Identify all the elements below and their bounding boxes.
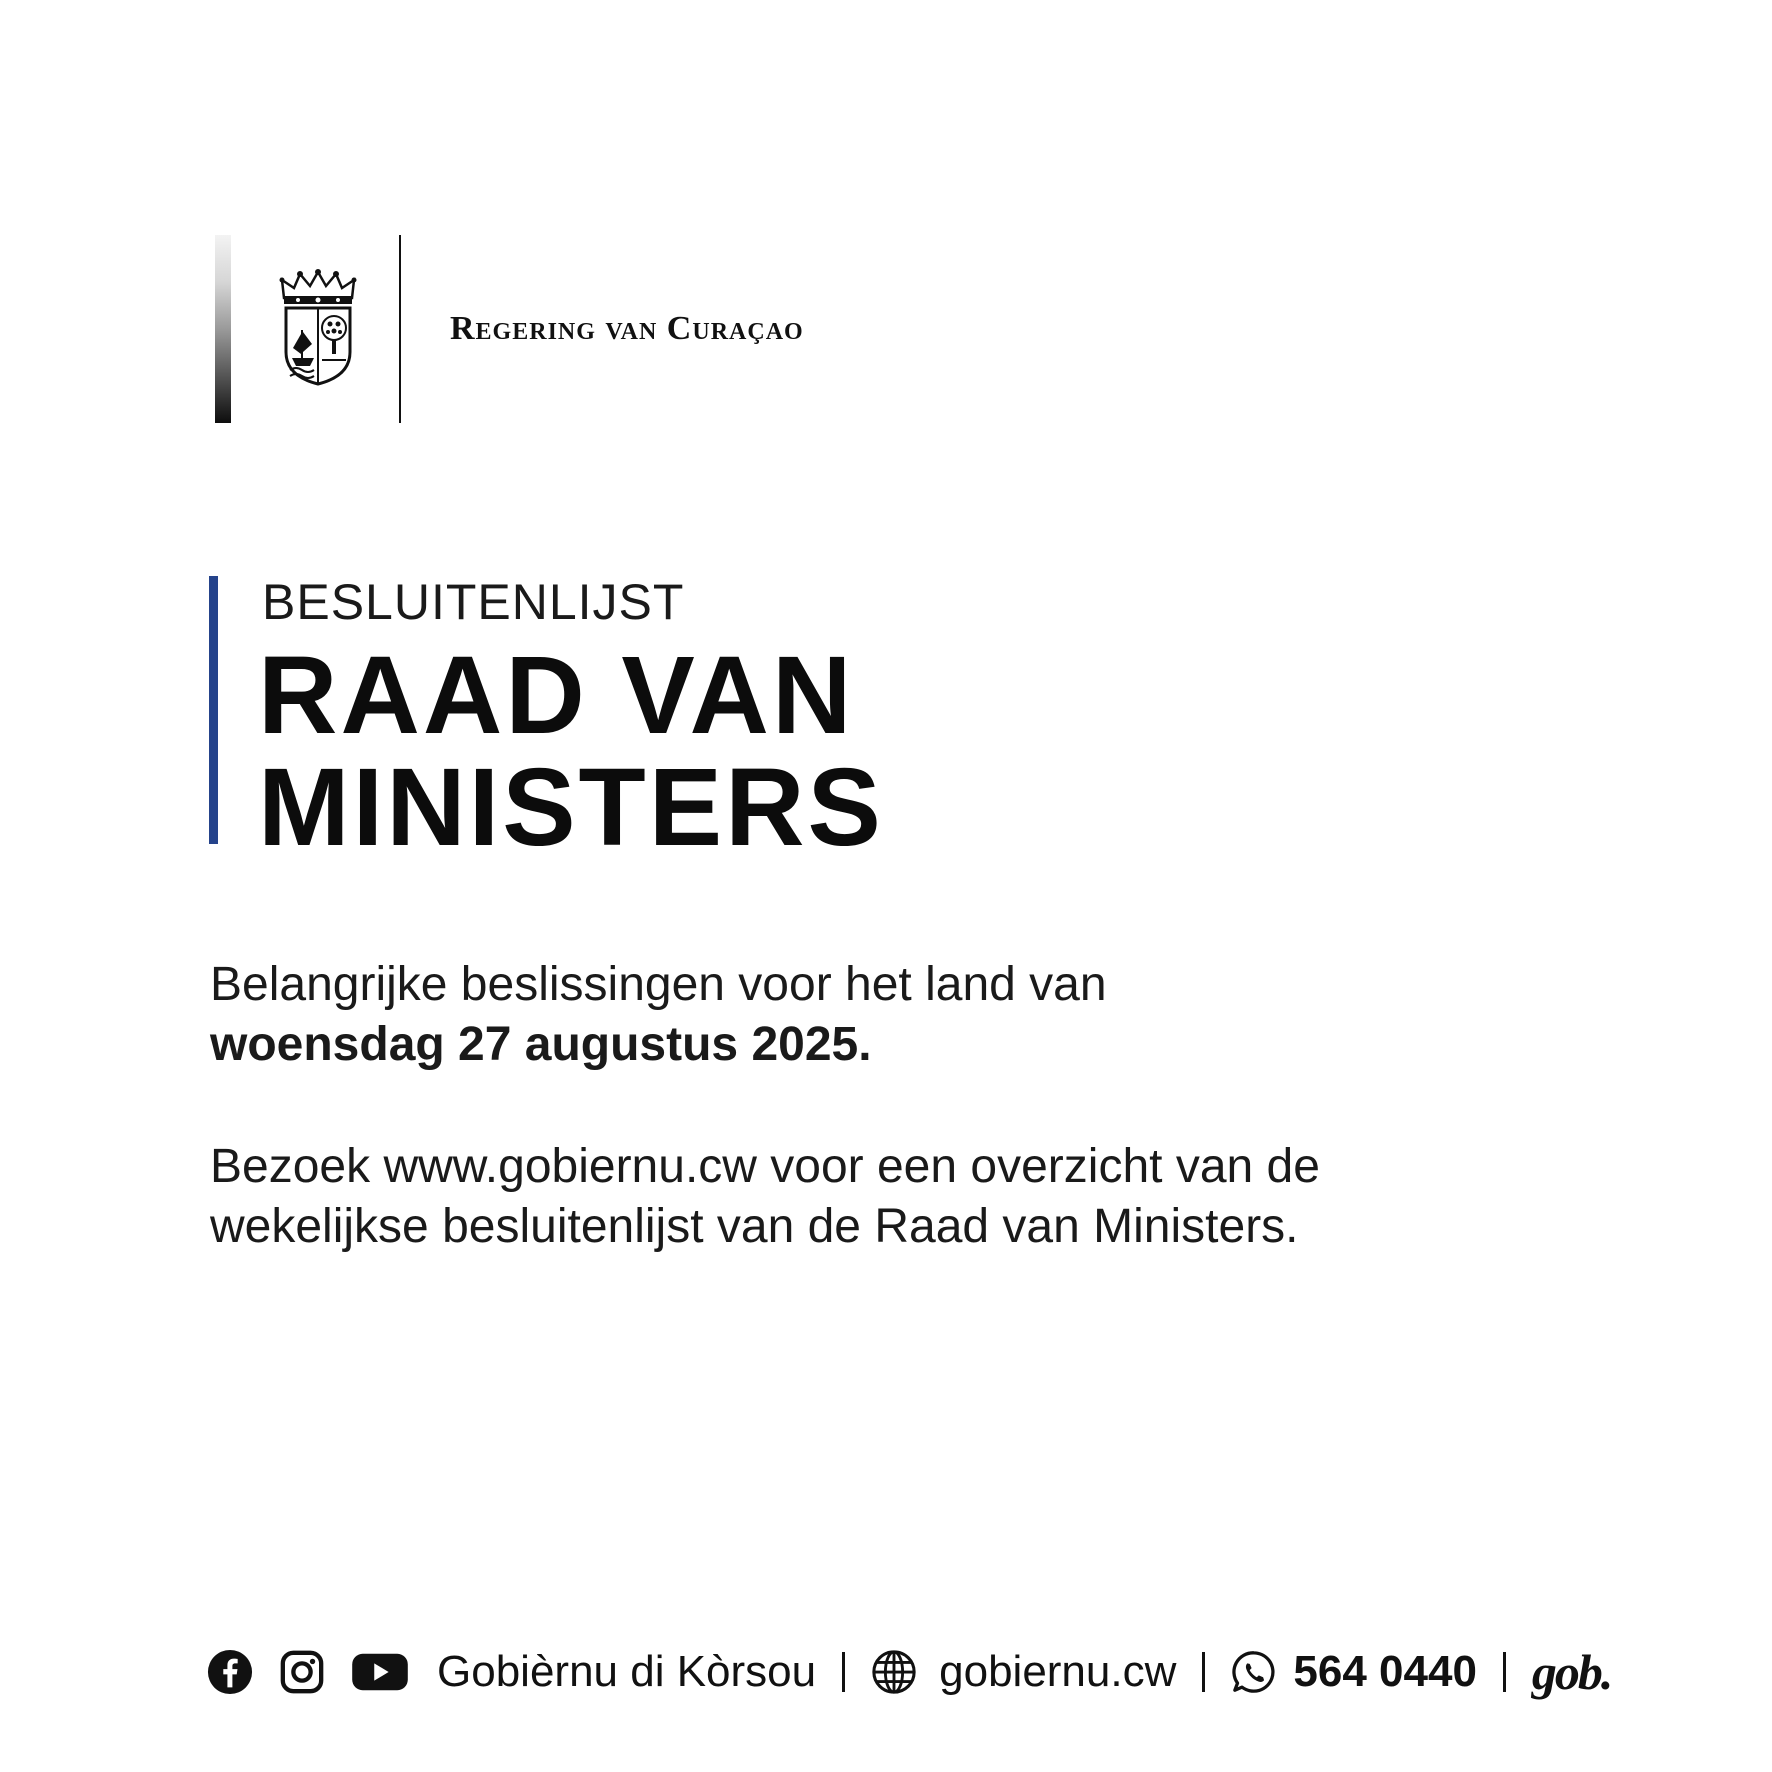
header-divider <box>399 235 401 423</box>
visit-text-line2: wekelijkse besluitenlijst van de Raad van Ministers. <box>210 1200 1299 1253</box>
visit-text-block <box>210 1137 1320 1257</box>
footer-website-link[interactable]: gobiernu.cw <box>939 1647 1177 1696</box>
footer-separator <box>1202 1652 1205 1692</box>
page-title-line2: MINISTERS <box>258 746 884 869</box>
header-gradient-bar <box>215 235 231 423</box>
footer-phone-number[interactable]: 564 0440 <box>1293 1647 1477 1696</box>
title-kicker: BESLUITENLIJST <box>262 574 685 630</box>
government-name: Regering van Curaçao <box>450 310 804 347</box>
intro-block <box>210 955 1107 1075</box>
footer-separator <box>1503 1652 1506 1692</box>
footer-separator <box>842 1652 845 1692</box>
facebook-icon[interactable] <box>207 1649 253 1695</box>
meeting-date: woensdag 27 augustus 2025. <box>210 1018 872 1071</box>
footer <box>207 1640 1611 1704</box>
footer-social-name: Gobièrnu di Kòrsou <box>437 1647 817 1696</box>
page-title <box>258 634 884 869</box>
youtube-icon[interactable] <box>351 1649 409 1695</box>
coat-of-arms-icon <box>278 268 358 386</box>
instagram-icon[interactable] <box>279 1649 325 1695</box>
page-title-line1: RAAD VAN <box>258 634 855 757</box>
visit-text-line1: Bezoek www.gobiernu.cw voor een overzicht van de <box>210 1140 1320 1193</box>
title-accent-bar <box>209 576 218 844</box>
intro-text: Belangrijke beslissingen voor het land van <box>210 958 1107 1011</box>
globe-icon <box>871 1649 917 1695</box>
whatsapp-icon <box>1231 1649 1277 1695</box>
footer-brand-logo: gob. <box>1531 1644 1612 1700</box>
